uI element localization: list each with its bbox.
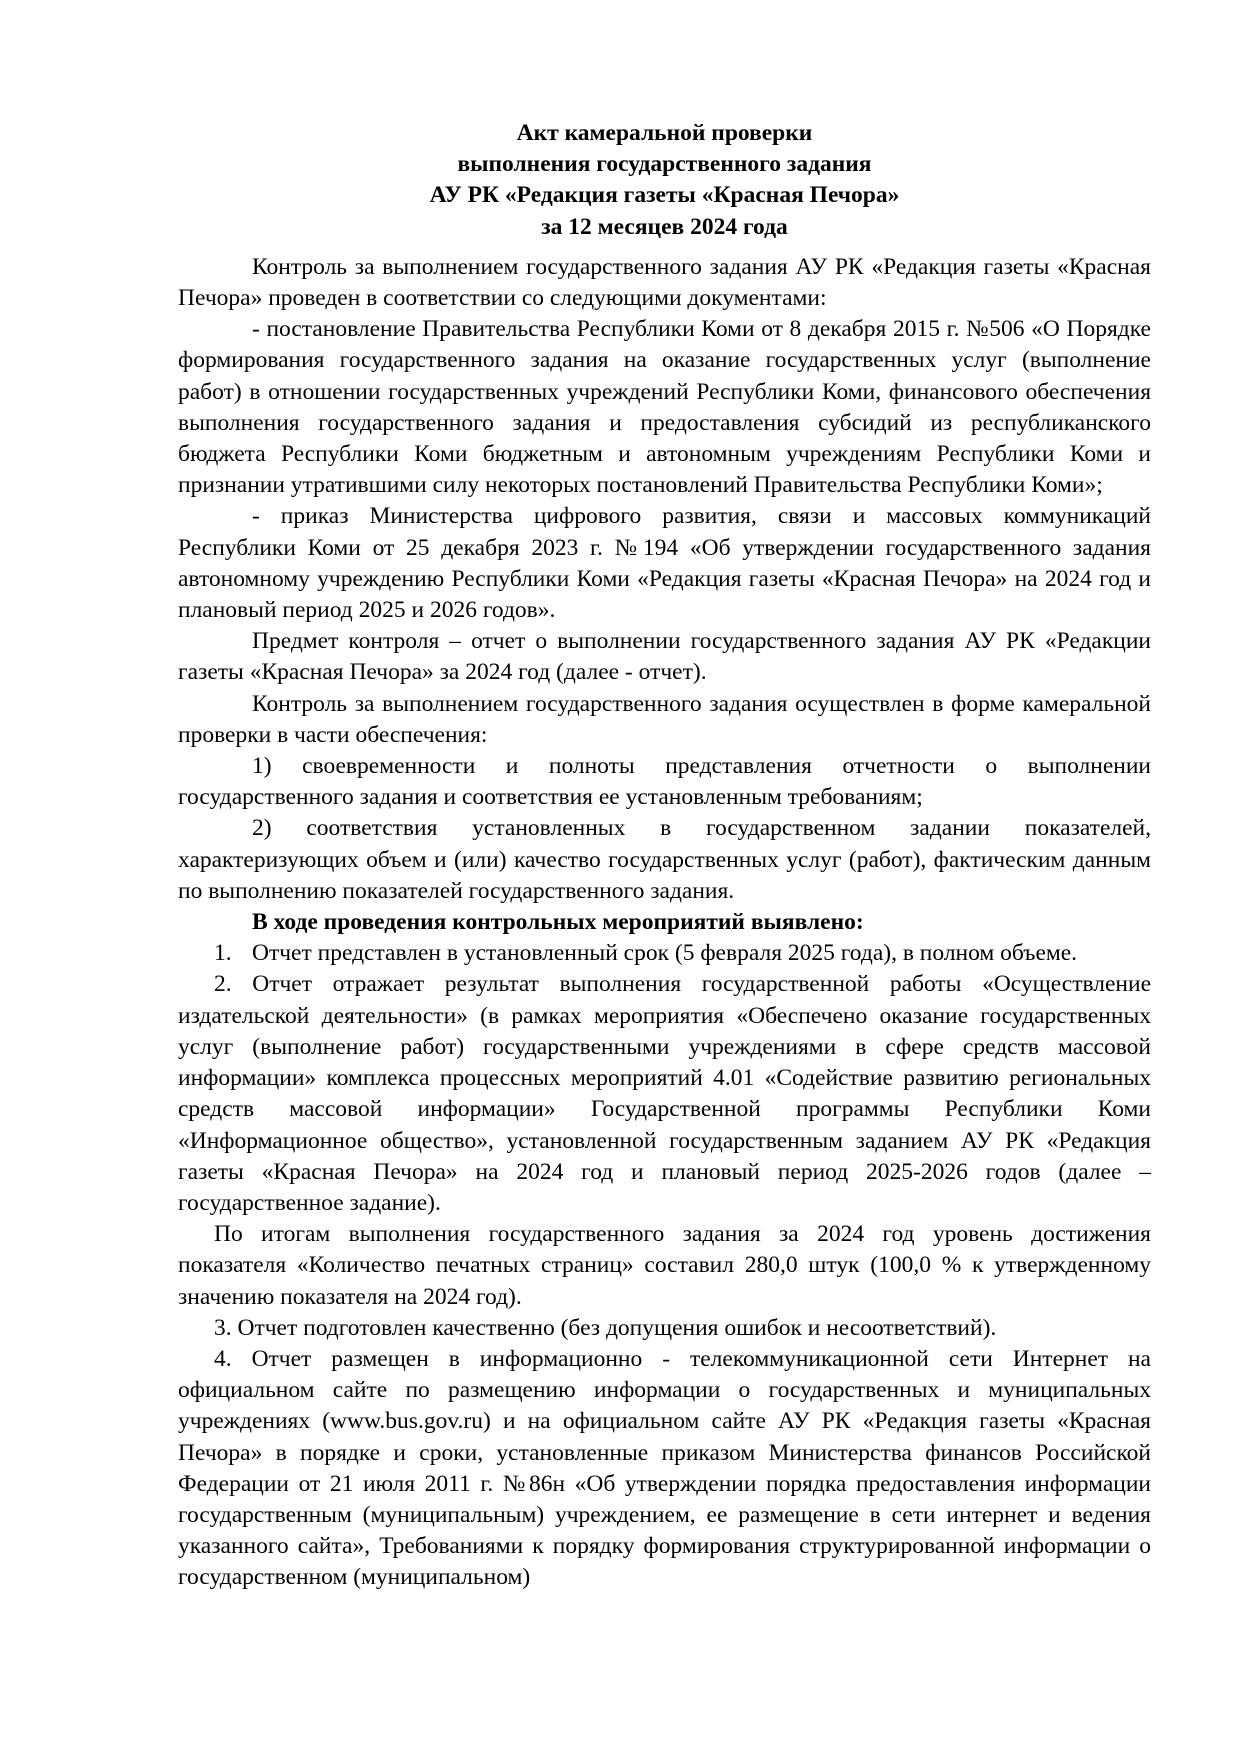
findings-heading: В ходе проведения контрольных мероприятий выявлено:	[252, 909, 864, 936]
intro-paragraph: Контроль за выполнением государственного задания АУ РК «Редакция газеты «Красная Печора» проведен в соответствии со следующими документами:	[178, 253, 1151, 312]
control-point-1: 1) своевременности и полноты представления отчетности о выполнении государственного задания и соответствия ее установленным требованиям;	[178, 753, 1151, 811]
finding-1-number: 1.	[214, 940, 232, 967]
document-item-2: - приказ Министерства цифрового развития, связи и массовых коммуникаций Республики Коми от 25 декабря 2023 г. №194 «Об утверждении государственного задания автономному учреждению Республики Коми «Редакция газеты «Красная Печора» на 2024 год и плановый период 2025 и 2026 годов».	[178, 503, 1151, 624]
document-item-1: - постановление Правительства Республики Коми от 8 декабря 2015 г. №506 «О Порядке формирования государственного задания на оказание государственных услуг (выполнение работ) в отношении государственных учреждений Республики Коми, финансового обеспечения выполнения государственного задания и предоставления субсидий из республиканского бюджета Республики Коми бюджетным и автономным учреждениям Республики Коми и признании утратившими силу некоторых постановлений Правительства Республики Коми»;	[178, 316, 1151, 499]
finding-3: 3. Отчет подготовлен качественно (без допущения ошибок и несоответствий).	[214, 1314, 997, 1341]
title-line-2: выполнения государственного задания	[457, 151, 872, 178]
subject-paragraph: Предмет контроля – отчет о выполнении государственного задания АУ РК «Редакции газеты «Красная Печора» за 2024 год (далее - отчет).	[178, 628, 1151, 686]
control-form-paragraph: Контроль за выполнением государственного задания осуществлен в форме камеральной проверки в части обеспечения:	[178, 690, 1151, 748]
document-page	[178, 118, 1151, 1594]
finding-4: 4. Отчет размещен в информационно - телекоммуникационной сети Интернет на официальном сайте по размещению информации о государственных и муниципальных учреждениях (www.bus.gov.ru) и на официальном сайте АУ РК «Редакция газеты «Красная Печора» в порядке и сроки, установленные приказом Министерства финансов Российской Федерации от 21 июля 2011 г. №86н «Об утверждении порядка предоставления информации государственным (муниципальным) учреждением, ее размещение в сети интернет и ведения указанного сайта», Требованиями к порядку формирования структурированной информации о государственном (муниципальном)	[178, 1345, 1151, 1591]
finding-1	[178, 938, 1151, 969]
control-point-2: 2) соответствия установленных в государственном задании показателей, характеризующих объем и (или) качество государственных услуг (работ), фактическим данным по выполнению показателей государственного задания.	[178, 815, 1151, 904]
title-line-4: за 12 месяцев 2024 года	[541, 213, 788, 240]
document-title	[178, 118, 1151, 243]
results-paragraph: По итогам выполнения государственного задания за 2024 год уровень достижения показателя «Количество печатных страниц» составил 280,0 штук (100,0 % к утвержденному значению показателя на 2024 год).	[178, 1221, 1151, 1310]
title-line-3: АУ РК «Редакция газеты «Красная Печора»	[429, 182, 900, 209]
finding-1-text: Отчет представлен в установленный срок (5 февраля 2025 года), в полном объеме.	[252, 940, 1078, 967]
title-line-1: Акт камеральной проверки	[516, 120, 813, 146]
finding-2: 2. Отчет отражает результат выполнения государственной работы «Осуществление издательской деятельности» (в рамках мероприятия «Обеспечено оказание государственных услуг (выполнение работ) государственными учреждениями в сфере средств массовой информации» комплекса процессных мероприятий 4.01 «Содействие развитию региональных средств массовой информации» Государственной программы Республики Коми «Информационное общество», установленной государственным заданием АУ РК «Редакция газеты «Красная Печора» на 2024 год и плановый период 2025-2026 годов (далее – государственное задание).	[178, 971, 1151, 1216]
